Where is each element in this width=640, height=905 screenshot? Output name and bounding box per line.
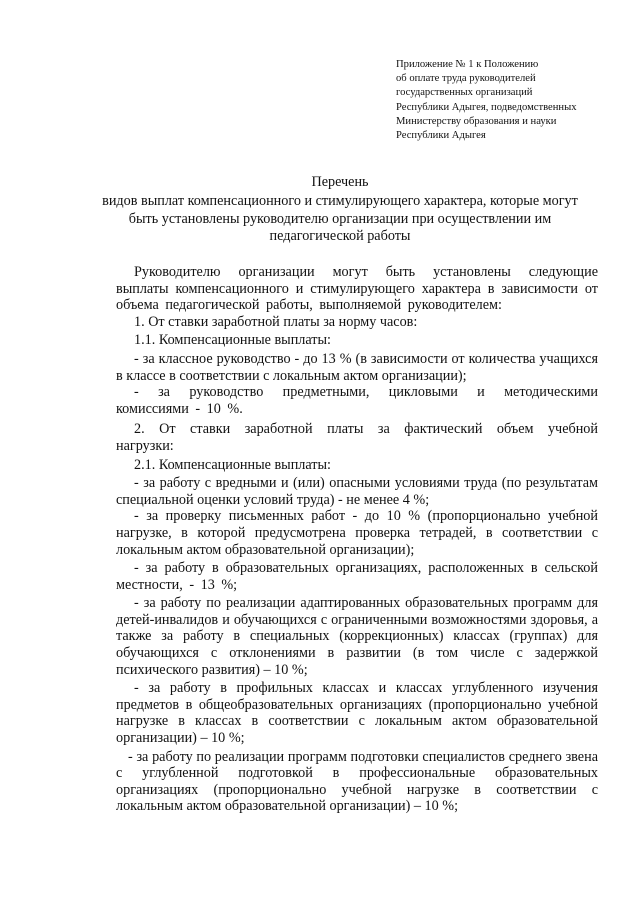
- document-title: Перечень: [311, 174, 369, 190]
- list-item: - за работу по реализации программ подготовки специалистов среднего звена с углубленной подготовкой в профессиональные образовательных организациях (пропорционально учебной нагрузке в соответствии с локальным актом образовательной организации) – 10 %;: [116, 748, 598, 815]
- list-item: - за руководство предметными, цикловыми и методическими комиссиями - 10 %.: [116, 384, 598, 417]
- appendix-line: Республики Адыгея, подведомственных: [396, 101, 577, 113]
- appendix-line: об оплате труда руководителей: [396, 73, 536, 85]
- list-item: - за работу в профильных классах и классах углубленного изучения предметов в общеобразовательных организациях (пропорционально учебной нагрузке в классах в соответствии с локальным актом образовательной организации) – 10 %;: [116, 680, 598, 747]
- document-body: [116, 264, 598, 815]
- appendix-line: государственных организаций: [396, 87, 533, 99]
- appendix-line: Приложение № 1 к Положению: [396, 59, 539, 70]
- appendix-line: Министерству образования и науки: [396, 115, 557, 127]
- list-item: - за работу с вредными и (или) опасными условиями труда (по результатам специальной оценки условий труда) - не менее 4 %;: [116, 475, 598, 508]
- appendix-line: Республики Адыгея: [396, 130, 486, 142]
- intro-paragraph: Руководителю организации могут быть установлены следующие выплаты компенсационного и стимулирующего характера в зависимости от объема педагогической работы, выполняемой руководителем:: [116, 264, 598, 314]
- list-item: - за классное руководство - до 13 % (в зависимости от количества учащихся в классе в соответствии с локальным актом организации);: [116, 350, 598, 384]
- section-1: 1. От ставки заработной платы за норму часов:: [134, 313, 418, 330]
- appendix-note: [396, 58, 632, 143]
- section-2: 2. От ставки заработной платы за фактический объем учебной нагрузки:: [116, 421, 598, 454]
- document-subtitle: видов выплат компенсационного и стимулирующего характера, которые могут быть установлены руководителю организации при осуществлении им педагогической работы: [102, 192, 578, 245]
- document-heading: [90, 174, 590, 246]
- list-item: - за проверку письменных работ - до 10 % (пропорционально учебной нагрузке, в которой предусмотрена проверка тетрадей, в соответствии с локальным актом образовательной организации);: [116, 508, 598, 558]
- list-item: - за работу по реализации адаптированных образовательных программ для детей-инвалидов и обучающихся с ограниченными возможностями здоровья, а также за работу в специальных (коррекционных) классах (группах) для обучающихся с отклонениями в развитии (в том числе с задержкой психического развития) – 10 %;: [116, 595, 598, 678]
- section-2-1: 2.1. Компенсационные выплаты:: [134, 456, 331, 473]
- list-item: - за работу в образовательных организациях, расположенных в сельской местности, - 13 %;: [116, 560, 598, 593]
- section-1-1: 1.1. Компенсационные выплаты:: [134, 332, 331, 349]
